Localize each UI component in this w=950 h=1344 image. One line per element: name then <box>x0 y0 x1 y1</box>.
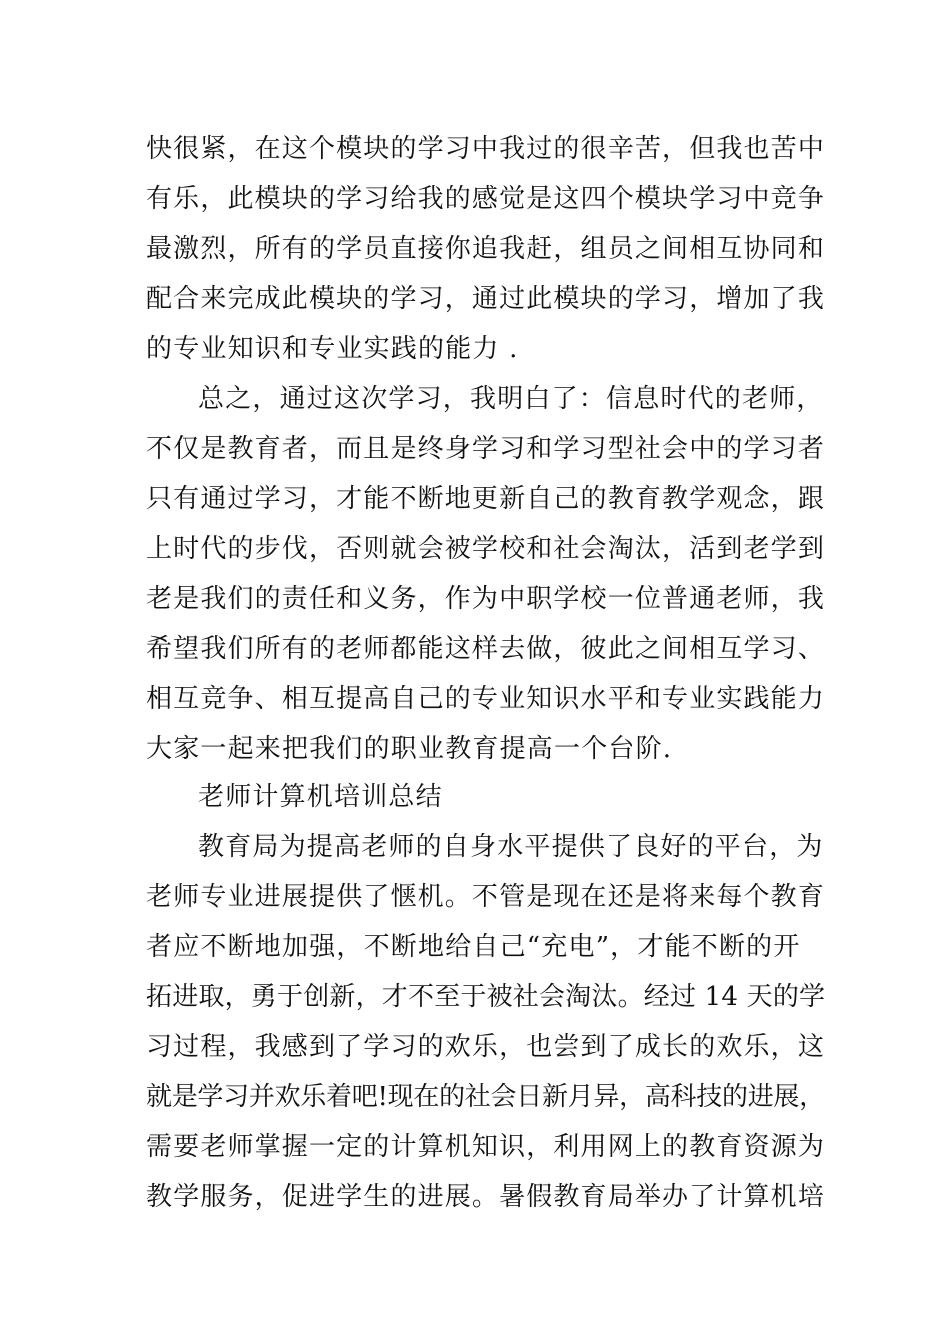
text-line: 教学服务，促进学生的进展。暑假教育局举办了计算机培 <box>146 1182 826 1212</box>
text-line: 只有通过学习，才能不断地更新自己的教育教学观念，跟 <box>146 484 826 514</box>
text-line: 的专业知识和专业实践的能力 . <box>146 334 519 364</box>
text-line: 大家一起来把我们的职业教育提高一个台阶. <box>146 734 673 764</box>
text-line: 配合来完成此模块的学习，通过此模块的学习，增加了我 <box>146 284 826 314</box>
text-line: 拓进取，勇于创新，才不至于被社会淘汰。经过 14 天的学 <box>146 982 826 1012</box>
text-line: 快很紧，在这个模块的学习中我过的很辛苦，但我也苦中 <box>146 134 826 164</box>
text-line: 上时代的步伐，否则就会被学校和社会淘汰，活到老学到 <box>146 534 826 564</box>
text-line: 老是我们的责任和义务，作为中职学校一位普通老师，我 <box>146 584 826 614</box>
text-line: 相互竞争、相互提高自己的专业知识水平和专业实践能力 <box>146 684 826 714</box>
section-heading: 老师计算机培训总结 <box>198 782 443 812</box>
text-line: 者应不断地加强，不断地给自己“充电”，才能不断的开 <box>146 932 801 962</box>
text-line: 希望我们所有的老师都能这样去做，彼此之间相互学习、 <box>146 634 826 664</box>
text-line: 老师专业进展提供了惬机。不管是现在还是将来每个教育 <box>146 882 826 912</box>
text-line: 习过程，我感到了学习的欢乐，也尝到了成长的欢乐，这 <box>146 1032 826 1062</box>
text-line: 最激烈，所有的学员直接你追我赶，组员之间相互协同和 <box>146 234 826 264</box>
text-line: 有乐，此模块的学习给我的感觉是这四个模块学习中竞争 <box>146 184 826 214</box>
paragraph-start-line: 总之，通过这次学习，我明白了：信息时代的老师， <box>198 384 824 414</box>
text-line: 就是学习并欢乐着吧!现在的社会日新月异，高科技的进展， <box>146 1082 825 1112</box>
text-line: 需要老师掌握一定的计算机知识，利用网上的教育资源为 <box>146 1132 826 1162</box>
text-line: 不仅是教育者，而且是终身学习和学习型社会中的学习者 <box>146 434 826 464</box>
paragraph-start-line: 教育局为提高老师的自身水平提供了良好的平台，为 <box>198 832 824 862</box>
